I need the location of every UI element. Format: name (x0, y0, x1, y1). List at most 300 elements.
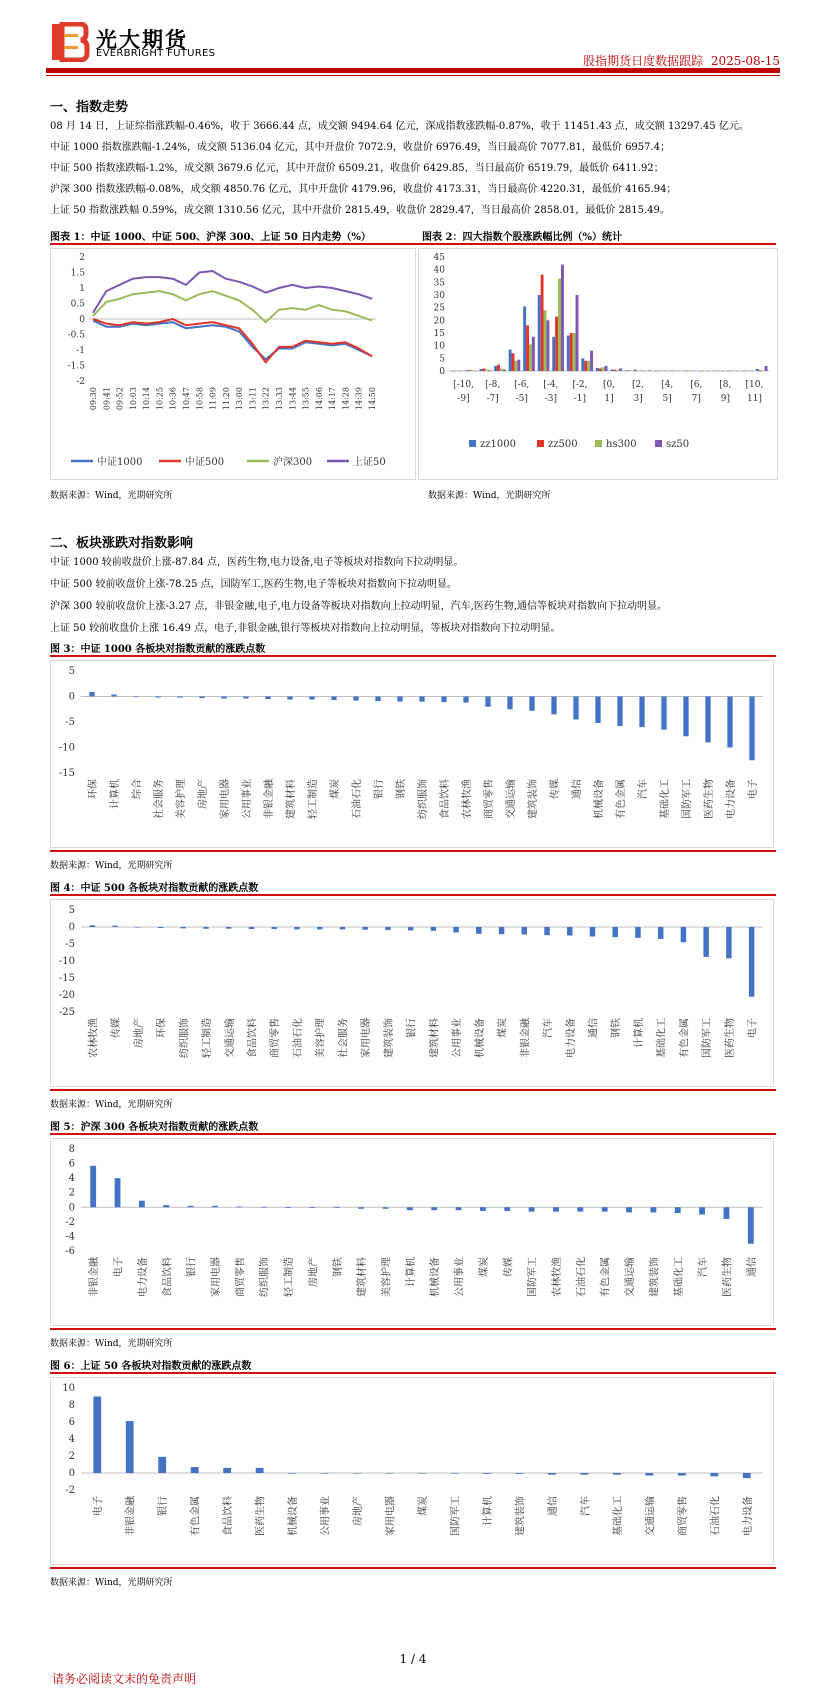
bar-有色金属 (602, 1207, 608, 1211)
category-label: 社会服务 (338, 1018, 350, 1058)
category-label: 基础化工 (612, 1496, 624, 1536)
bar-石油石化 (710, 1473, 718, 1476)
y-tick-label: -4 (65, 1231, 75, 1243)
category-label: 石油石化 (352, 779, 363, 819)
bar-电力设备 (727, 697, 732, 748)
bar-zz500-19 (730, 371, 733, 372)
category-label: 汽车 (698, 1257, 710, 1277)
y-tick-label: 2 (68, 1187, 75, 1199)
y-tick-label: -2 (65, 1485, 75, 1496)
bar-公用事业 (321, 1473, 329, 1474)
bar-汽车 (639, 697, 644, 728)
category-label: 有色金属 (616, 779, 627, 819)
section1-para-0: 08 月 14 日，上证综指涨跌幅-0.46%，收于 3666.44 点，成交额 9494.64 亿元，深成指数涨跌幅-0.87%，收于 11451.43 点，成交额 13297.45 亿元。 (50, 121, 749, 132)
y-tick-label: 4 (68, 1173, 75, 1185)
legend-label-0: 中证1000 (97, 457, 143, 468)
x-tick-label: 14:50 (368, 387, 377, 411)
breadth-bar-chart (419, 249, 777, 479)
category-label: 国防军工 (527, 1257, 539, 1297)
category-label: 房地产 (198, 779, 209, 809)
category-label: 美容护理 (381, 1257, 393, 1297)
bar-sz50-7 (561, 265, 564, 371)
series-line-3 (93, 271, 372, 313)
bar-hs300-7 (558, 279, 561, 371)
fig5-title: 图 5：沪深 300 各板块对指数贡献的涨跌点数 (50, 1122, 259, 1133)
bar-美容护理 (383, 1207, 389, 1208)
bar-sz50-5 (532, 337, 535, 371)
category-label: 家用电器 (361, 1018, 373, 1058)
bar-hs300-4 (514, 361, 517, 371)
series-line-1 (93, 319, 372, 362)
bar-hs300-15 (674, 371, 677, 372)
bar-sz50-9 (590, 351, 593, 371)
bar-家用电器 (386, 1473, 394, 1474)
x-tick-label: 11:09 (208, 387, 218, 411)
y-tick-label: -0.5 (67, 330, 85, 341)
x-tick-label: 14:06 (314, 387, 324, 411)
category-label: 环保 (156, 1018, 168, 1038)
bar-hs300-20 (747, 371, 750, 372)
bar-建筑装饰 (650, 1207, 656, 1212)
series-line-2 (93, 291, 372, 322)
category-label: 汽车 (638, 779, 649, 799)
category-label: 轻工制造 (284, 1257, 296, 1297)
bar-sz50-19 (736, 371, 739, 372)
category-label: 社会服务 (154, 779, 165, 819)
bar-sz50-15 (677, 371, 680, 372)
bar-zz1000-0 (450, 371, 453, 372)
bar-zz1000-18 (712, 371, 715, 372)
bar-传媒 (112, 926, 117, 927)
y-tick-label: -2 (65, 1216, 75, 1228)
bar-hs300-10 (602, 367, 605, 371)
bar-公用事业 (456, 1207, 462, 1210)
y-tick-label: 1.5 (70, 268, 85, 279)
category-label: 美容护理 (315, 1018, 327, 1058)
bar-sz50-8 (576, 295, 579, 371)
category-label: 基础化工 (660, 779, 671, 819)
fig3-frame (50, 660, 774, 848)
category-label: 食品饮料 (162, 1257, 174, 1297)
y-tick-label: 25 (433, 303, 445, 314)
bar-医药生物 (705, 697, 710, 743)
disclaimer-link[interactable]: 请务必阅读文末的免责声明 (52, 1672, 197, 1686)
category-label: 电子 (748, 779, 759, 799)
x-tick-label: 13:44 (288, 387, 298, 411)
category-label: 农林牧渔 (551, 1257, 563, 1297)
fig4-title: 图 4：中证 500 各板块对指数贡献的涨跌点数 (50, 883, 259, 894)
bar-sz50-20 (750, 371, 753, 372)
bar-家用电器 (362, 927, 367, 930)
y-tick-label: 6 (68, 1158, 75, 1170)
category-label: 纺织服饰 (179, 1018, 191, 1058)
fig6-source: 数据来源：Wind，光期研究所 (50, 1578, 173, 1588)
category-label: 通信 (547, 1496, 559, 1516)
bar-hs300-17 (704, 371, 707, 372)
bar-机械设备 (288, 1473, 296, 1474)
category-label: 银行 (374, 779, 385, 799)
bar-交通运输 (626, 1207, 632, 1212)
category-label: 房地产 (353, 1496, 365, 1526)
y-tick-label: -2 (76, 377, 85, 387)
category-label: 电力设备 (137, 1257, 149, 1297)
bar-交通运输 (645, 1473, 653, 1476)
bar-国防军工 (703, 927, 708, 957)
category-label: 医药生物 (704, 779, 715, 819)
bar-zz500-9 (584, 361, 587, 371)
bar-轻工制造 (285, 1207, 291, 1208)
bar-sz50-18 (721, 371, 724, 372)
x-tick-label: 10:58 (195, 387, 205, 411)
bar-建筑装饰 (529, 697, 534, 711)
bar-通信 (590, 927, 595, 937)
category-label: 电子 (93, 1496, 105, 1516)
bar-非银金融 (126, 1421, 134, 1473)
x-tick-label: 09:41 (102, 387, 112, 411)
bar-zz1000-2 (480, 369, 483, 371)
x-tick-label: 11:20 (221, 387, 231, 411)
category-label: 机械设备 (474, 1018, 486, 1058)
x-tick-label: 13:22 (261, 387, 271, 411)
y-tick-label: -20 (58, 990, 75, 1001)
category-label: 传媒 (550, 779, 561, 799)
bar-农林牧渔 (553, 1207, 559, 1211)
fig12-rule (50, 243, 776, 245)
category-label: 国防军工 (702, 1018, 714, 1058)
x-tick-label: 10:25 (155, 387, 165, 411)
bar-计算机 (407, 1207, 413, 1210)
x-tick-label: [-4, (543, 380, 559, 390)
category-label: 非银金融 (264, 779, 275, 819)
bar-医药生物 (256, 1468, 264, 1473)
category-label: 家用电器 (210, 1257, 222, 1297)
legend-label-2: hs300 (606, 439, 637, 450)
header-rule-thin (46, 75, 780, 76)
fig4-frame (50, 899, 774, 1087)
y-tick-label: 0 (68, 691, 75, 703)
bar-房地产 (353, 1473, 361, 1474)
category-label: 机械设备 (430, 1257, 442, 1297)
y-tick-label: 40 (433, 265, 445, 276)
category-label: 有色金属 (190, 1496, 202, 1536)
category-label: 公用事业 (320, 1496, 332, 1536)
bar-农林牧渔 (90, 925, 95, 927)
bar-zz500-7 (555, 317, 558, 371)
bar-hs300-14 (660, 371, 663, 372)
legend-label-1: 中证500 (185, 457, 225, 468)
category-label: 建筑装饰 (383, 1018, 395, 1058)
category-label: 有色金属 (679, 1018, 691, 1058)
category-label: 非银金融 (89, 1257, 101, 1297)
category-label: 钢铁 (332, 1257, 344, 1277)
y-tick-label: 0.5 (70, 299, 85, 310)
legend-label-1: zz500 (548, 439, 578, 450)
bar-食品饮料 (249, 927, 254, 929)
everbright-logo-icon (50, 22, 90, 62)
category-label: 煤炭 (497, 1018, 509, 1038)
y-tick-label: 2 (79, 253, 85, 263)
bar-zz1000-12 (625, 370, 628, 371)
bar-hs300-19 (733, 371, 736, 372)
y-tick-label: -10 (58, 742, 75, 754)
y-tick-label: 0 (68, 1468, 75, 1479)
bar-zz1000-7 (552, 337, 555, 371)
category-label: 美容护理 (176, 779, 187, 819)
x-tick-label: 10:47 (182, 387, 191, 411)
x-tick-label: 10:14 (142, 387, 152, 411)
bar-zz1000-5 (523, 306, 526, 371)
bar-通信 (548, 1473, 556, 1475)
section1-para-3: 沪深 300 指数涨跌幅-0.08%，成交额 4850.76 亿元，其中开盘价 4179.96，收盘价 4173.31，当日最高价 4220.31，最低价 4165.94； (50, 184, 677, 195)
bar-建筑装饰 (385, 927, 390, 930)
bar-zz500-13 (642, 371, 645, 372)
bar-石油石化 (294, 927, 299, 929)
bar-汽车 (580, 1473, 588, 1475)
bar-hs300-9 (587, 361, 590, 371)
y-tick-label: 15 (433, 329, 445, 339)
category-label: 国防军工 (450, 1496, 462, 1536)
fig2-title: 图表 2：四大指数个股涨跌幅比例（%）统计 (422, 232, 622, 243)
category-label: 公用事业 (242, 779, 253, 819)
bar-非银金融 (265, 697, 270, 700)
category-label: 煤炭 (418, 1496, 429, 1516)
category-label: 非银金融 (125, 1496, 137, 1536)
y-tick-label: 0 (439, 367, 445, 377)
y-tick-label: -5 (65, 717, 75, 728)
fig3-rule-top (50, 655, 776, 657)
category-label: 交通运输 (506, 779, 517, 819)
bar-纺织服饰 (261, 1207, 267, 1208)
bar-家用电器 (221, 697, 226, 699)
y-tick-label: -1 (76, 346, 85, 356)
csi500-sector-chart (51, 900, 773, 1086)
category-label: 传媒 (111, 1018, 123, 1038)
bar-商贸零售 (678, 1473, 686, 1476)
bar-环保 (158, 927, 163, 928)
bar-计算机 (483, 1473, 491, 1474)
bar-非银金融 (90, 1166, 96, 1208)
bar-煤炭 (480, 1207, 486, 1211)
bar-sz50-10 (605, 366, 608, 371)
fig1-title: 图表 1：中证 1000、中证 500、沪深 300、上证 50 日内走势（%） (50, 232, 371, 243)
bar-hs300-6 (544, 310, 547, 371)
legend-label-2: 沪深300 (273, 457, 313, 468)
bar-zz500-11 (613, 370, 616, 371)
bar-有色金属 (617, 697, 622, 727)
bar-zz1000-13 (640, 370, 643, 371)
bar-zz1000-14 (654, 371, 657, 372)
bar-zz1000-16 (683, 371, 686, 372)
category-label: 食品饮料 (440, 779, 451, 819)
y-tick-label: 0 (79, 315, 85, 325)
bar-zz500-18 (715, 371, 718, 372)
bar-zz1000-19 (727, 371, 730, 372)
bar-银行 (375, 697, 380, 702)
y-tick-label: 5 (439, 354, 445, 365)
company-name-cn: 光大期货 (96, 28, 188, 52)
y-tick-label: 0 (68, 922, 75, 933)
category-label: 钢铁 (611, 1018, 623, 1038)
category-label: 通信 (746, 1257, 758, 1277)
bar-电力设备 (139, 1201, 145, 1208)
bar-zz500-2 (482, 368, 485, 371)
page-number: 1 / 4 (399, 1652, 427, 1666)
x-tick-label: 14:39 (354, 387, 364, 411)
section2-para-2: 沪深 300 较前收盘价上涨-3.27 点，非银金融,电子,电力设备等板块对指数向上拉动明显，汽车,医药生物,通信等板块对指数向下拉动明显。 (50, 601, 667, 612)
bar-电子 (93, 1397, 101, 1474)
category-label: 电力设备 (742, 1496, 754, 1536)
category-label: 房地产 (133, 1018, 145, 1048)
bar-zz1000-10 (596, 368, 599, 371)
bar-银行 (158, 1457, 166, 1473)
category-label: 汽车 (580, 1496, 592, 1516)
y-tick-label: 5 (68, 666, 75, 677)
fig2-frame (418, 248, 778, 480)
bar-电子 (749, 697, 754, 761)
x-tick-label: 9] (720, 394, 730, 404)
fig2-source: 数据来源：Wind，光期研究所 (428, 491, 551, 501)
x-tick-label: [4, (661, 380, 674, 390)
category-label: 基础化工 (673, 1257, 685, 1297)
category-label: 机械设备 (288, 1496, 300, 1536)
category-label: 家用电器 (220, 779, 231, 819)
bar-交通运输 (226, 927, 231, 929)
report-date: 2025-08-15 (710, 54, 780, 68)
fig5-rule-bottom (50, 1328, 776, 1330)
fig6-frame (50, 1377, 774, 1565)
bar-食品饮料 (163, 1205, 169, 1207)
category-label: 纺织服饰 (418, 779, 429, 819)
bar-zz500-4 (512, 353, 515, 371)
y-tick-label: 10 (62, 1383, 75, 1394)
y-tick-label: -15 (58, 768, 75, 779)
bar-传媒 (551, 697, 556, 715)
category-label: 电力设备 (565, 1018, 577, 1058)
bar-zz1000-15 (669, 371, 672, 372)
csi1000-sector-chart (51, 661, 773, 847)
x-tick-label: [6, (690, 380, 703, 390)
x-tick-label: [10, (745, 380, 764, 390)
bar-国防军工 (529, 1207, 535, 1211)
header-rule (46, 68, 780, 73)
category-label: 国防军工 (682, 779, 693, 819)
y-tick-label: 2 (68, 1451, 75, 1462)
legend-swatch-0 (469, 440, 476, 447)
bar-hs300-12 (631, 370, 634, 371)
x-tick-label: -7] (486, 394, 499, 404)
x-tick-label: 7] (691, 394, 701, 404)
category-label: 环保 (88, 779, 99, 799)
fig3-source: 数据来源：Wind，光期研究所 (50, 861, 173, 871)
bar-煤炭 (331, 697, 336, 701)
x-tick-label: 14:17 (328, 387, 338, 411)
category-label: 银行 (158, 1496, 170, 1516)
bar-zz500-8 (570, 333, 573, 371)
bar-zz1000-9 (581, 358, 584, 371)
bar-sz50-3 (503, 369, 506, 371)
bar-sz50-17 (706, 371, 709, 372)
x-tick-label: -1] (573, 394, 587, 404)
y-tick-label: 4 (68, 1434, 75, 1445)
bar-社会服务 (155, 697, 160, 698)
x-tick-label: 1] (604, 394, 614, 404)
legend-swatch-2 (595, 440, 602, 447)
bar-zz1000-21 (756, 369, 759, 371)
category-label: 电子 (747, 1018, 759, 1038)
legend-swatch-1 (537, 440, 544, 447)
bar-纺织服饰 (419, 697, 424, 702)
bar-zz1000-3 (494, 366, 497, 371)
y-tick-label: 5 (68, 905, 75, 916)
bar-轻工制造 (309, 697, 314, 700)
bar-hs300-1 (471, 370, 474, 371)
bar-国防军工 (451, 1473, 459, 1474)
report-title: 股指期货日度数据跟踪 (583, 54, 704, 68)
category-label: 商贸零售 (677, 1496, 689, 1536)
category-label: 石油石化 (576, 1257, 588, 1297)
bar-zz1000-17 (698, 371, 701, 372)
y-tick-label: -15 (58, 973, 75, 984)
y-tick-label: 20 (433, 316, 445, 327)
category-label: 建筑装饰 (649, 1257, 661, 1297)
bar-hs300-3 (500, 368, 503, 371)
bar-商贸零售 (485, 697, 490, 707)
bar-综合 (133, 697, 138, 698)
y-tick-label: -25 (58, 1007, 75, 1018)
x-tick-label: 13:11 (248, 387, 258, 411)
category-label: 建筑装饰 (528, 779, 539, 819)
bar-机械设备 (476, 927, 481, 934)
x-tick-label: [0, (602, 380, 616, 390)
bar-hs300-18 (718, 371, 721, 372)
section2-para-0: 中证 1000 较前收盘价上涨-87.84 点，医药生物,电力设备,电子等板块对指数向下拉动明显。 (50, 557, 464, 568)
bar-汽车 (699, 1207, 705, 1214)
x-tick-label: [-10, (453, 380, 474, 390)
section1-para-4: 上证 50 指数涨跌幅 0.59%，成交额 1310.56 亿元，其中开盘价 2815.49，收盘价 2829.47，当日最高价 2858.01，最低价 2815.49。 (50, 205, 670, 216)
y-tick-label: 6 (68, 1417, 75, 1428)
bar-zz500-17 (701, 371, 704, 372)
bar-通信 (748, 1207, 754, 1243)
bar-zz1000-20 (741, 371, 744, 372)
category-label: 轻工制造 (202, 1018, 214, 1058)
category-label: 医药生物 (255, 1496, 267, 1536)
bar-zz500-14 (657, 371, 660, 372)
bar-建筑材料 (358, 1207, 364, 1208)
bar-商贸零售 (236, 1207, 242, 1208)
bar-交通运输 (507, 697, 512, 710)
report-header (583, 52, 780, 69)
section2-para-3: 上证 50 较前收盘价上涨 16.49 点，电子,非银金融,银行等板块对指数向上拉动明显，等板块对指数向下拉动明显。 (50, 623, 561, 634)
bar-zz500-16 (686, 371, 689, 372)
section1-title: 一、指数走势 (50, 100, 129, 115)
fig1-source: 数据来源：Wind，光期研究所 (50, 491, 173, 501)
bar-zz500-10 (599, 368, 602, 371)
bar-sz50-2 (488, 370, 491, 371)
bar-机械设备 (431, 1207, 437, 1210)
bar-sz50-12 (634, 370, 637, 371)
category-label: 通信 (572, 779, 583, 799)
bar-食品饮料 (223, 1468, 231, 1473)
category-label: 公用事业 (454, 1257, 466, 1297)
fig6-title: 图 6：上证 50 各板块对指数贡献的涨跌点数 (50, 1361, 252, 1372)
bar-hs300-11 (616, 370, 619, 371)
bar-hs300-0 (456, 371, 459, 372)
category-label: 医药生物 (722, 1257, 734, 1297)
bar-钢铁 (613, 927, 618, 937)
bar-通信 (573, 697, 578, 720)
category-label: 银行 (186, 1257, 198, 1277)
bar-hs300-16 (689, 371, 692, 372)
